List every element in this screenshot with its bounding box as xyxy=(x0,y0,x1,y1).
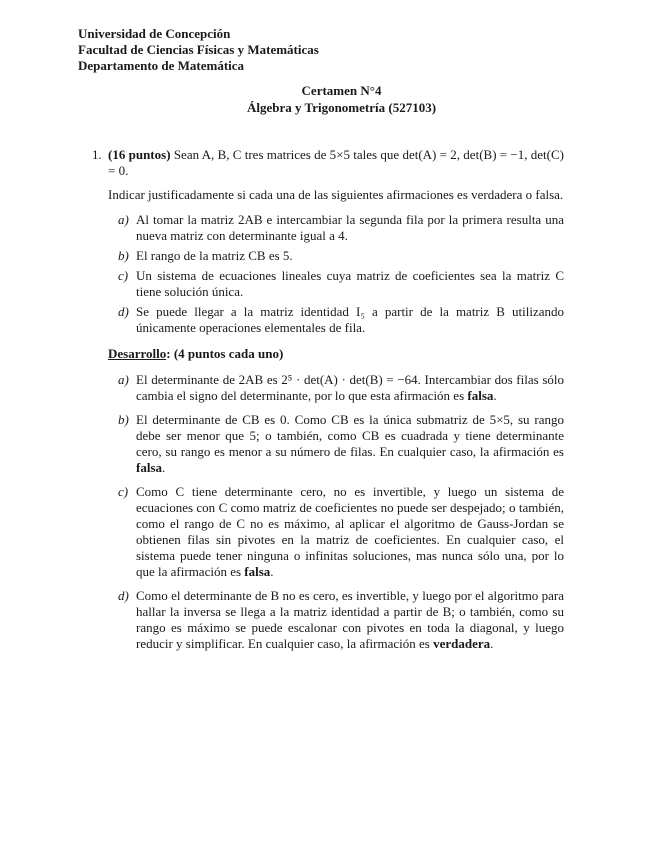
verdict: falsa xyxy=(467,388,494,403)
item-end: . xyxy=(270,564,274,579)
item-label: b) xyxy=(118,248,129,263)
item-text: El rango de la matriz CB es 5. xyxy=(136,248,293,263)
list-item xyxy=(92,588,564,652)
list-item xyxy=(92,372,564,404)
list-item xyxy=(92,248,564,264)
problem-statement-text: Sean A, B, C tres matrices de 5×5 tales que det(A) = 2, det(B) = −1, det(C) = 0. xyxy=(108,147,564,178)
item-text: Como el determinante de B no es cero, es invertible, y luego por el algoritmo para hallar la inversa se llega a la matriz identidad a partir de B; o también, como su rango es máximo se puede escalonar con pivotes en toda la diagonal, y luego reducir y simplificar. En cualquier caso, la afirmación es xyxy=(136,588,564,651)
item-label: b) xyxy=(118,412,129,427)
list-item xyxy=(92,212,564,244)
institution-header xyxy=(78,26,319,74)
university-name: Universidad de Concepción xyxy=(78,26,231,41)
development-heading xyxy=(108,346,564,362)
item-text: El determinante de 2AB es 2⁵ · det(A) · det(B) = −64. Intercambiar dos filas sólo cambia el signo del determinante, por lo que esta afirmación es xyxy=(136,372,564,403)
list-item xyxy=(92,268,564,300)
item-end: . xyxy=(490,636,494,651)
item-label: c) xyxy=(118,484,129,499)
exam-title-block xyxy=(0,82,655,116)
problem-instruction: Indicar justificadamente si cada una de las siguientes afirmaciones es verdadera o falsa. xyxy=(108,187,564,202)
item-text: Se puede llegar a la matriz identidad I₅ a partir de la matriz B utilizando únicamente operaciones elementales de fila. xyxy=(136,304,564,335)
exam-title: Certamen N°4 xyxy=(301,83,382,98)
item-label: d) xyxy=(118,304,129,319)
item-text: Un sistema de ecuaciones lineales cuya matriz de coeficientes sea la matriz C tiene solución única. xyxy=(136,268,564,299)
development-subtitle: : (4 puntos cada uno) xyxy=(166,346,284,361)
item-text: Al tomar la matriz 2AB e intercambiar la segunda fila por la primera resulta una nueva matriz con determinante igual a 4. xyxy=(136,212,564,243)
list-item xyxy=(92,304,564,336)
development-title: Desarrollo xyxy=(108,346,167,361)
course-title: Álgebra y Trigonometría (527103) xyxy=(246,100,437,115)
verdict: falsa xyxy=(136,460,162,475)
item-label: c) xyxy=(118,268,129,283)
problem-points: (16 puntos) xyxy=(108,147,171,162)
item-label: a) xyxy=(118,372,129,387)
statement-list xyxy=(92,212,564,336)
problem-number: 1. xyxy=(92,147,102,162)
verdict: falsa xyxy=(244,564,271,579)
item-label: a) xyxy=(118,212,129,227)
list-item xyxy=(92,484,564,580)
item-end: . xyxy=(493,388,497,403)
item-text: Como C tiene determinante cero, no es invertible, y luego un sistema de ecuaciones con C como matriz de coeficientes no puede ser despejado; o también, como el rango de C no es máximo, al aplicar el algoritmo de Gauss-Jordan se obtienen filas sin pivotes en la matriz de coeficientes. En cualquier caso, el sistema puede tener ninguna o infinitas soluciones, mas nunca sólo una, por lo que la afirmación es xyxy=(136,484,564,579)
problem-1 xyxy=(92,147,564,660)
problem-statement xyxy=(108,147,564,179)
item-end: . xyxy=(162,460,166,475)
department-name: Departamento de Matemática xyxy=(78,58,245,73)
list-item xyxy=(92,412,564,476)
item-text: El determinante de CB es 0. Como CB es la única submatriz de 5×5, su rango debe ser menor que 5; o también, como CB es cuadrada y tiene determinante cero, su rango es menor a su número de filas. En cualquier caso, la afirmación es xyxy=(136,412,564,459)
verdict: verdadera xyxy=(433,636,491,651)
development-list xyxy=(92,372,564,652)
faculty-name: Facultad de Ciencias Físicas y Matemáticas xyxy=(78,42,319,57)
item-label: d) xyxy=(118,588,129,603)
